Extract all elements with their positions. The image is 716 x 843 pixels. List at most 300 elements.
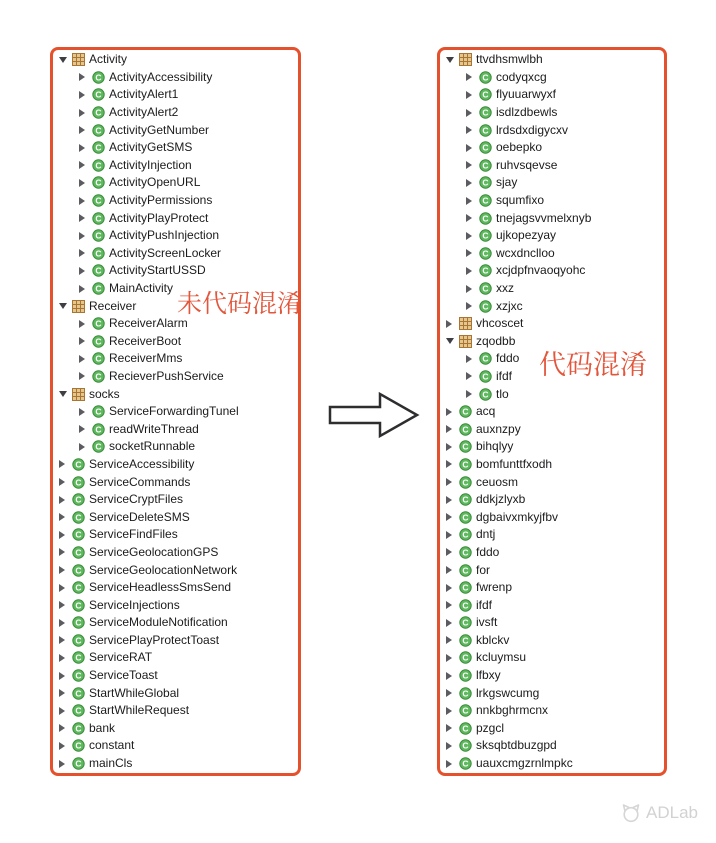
class-icon (479, 88, 492, 101)
class-icon (459, 687, 472, 700)
disclosure-triangle-icon[interactable] (466, 262, 479, 279)
svg-text:C: C (462, 494, 469, 505)
adlab-logo-icon (620, 802, 642, 824)
disclosure-triangle-icon[interactable] (59, 562, 72, 579)
disclosure-triangle-icon[interactable] (466, 280, 479, 297)
class-icon (479, 159, 492, 172)
disclosure-triangle-icon[interactable] (59, 474, 72, 491)
tree-row-label: mainCls (89, 756, 133, 771)
disclosure-triangle-icon[interactable] (59, 456, 72, 473)
disclosure-triangle-icon[interactable] (79, 403, 92, 420)
tree-row[interactable] (53, 69, 298, 87)
disclosure-triangle-icon[interactable] (466, 69, 479, 86)
package-icon (459, 317, 472, 330)
disclosure-triangle-icon[interactable] (446, 509, 459, 526)
class-icon (72, 739, 85, 752)
tree-row[interactable] (53, 104, 298, 122)
svg-text:C: C (462, 758, 469, 769)
class-icon (479, 229, 492, 242)
disclosure-triangle-icon[interactable] (466, 298, 479, 315)
disclosure-triangle-icon[interactable] (446, 526, 459, 543)
tree-row[interactable] (440, 491, 664, 509)
svg-text:C: C (462, 406, 469, 417)
disclosure-triangle-icon[interactable] (79, 438, 92, 455)
svg-text:C: C (95, 107, 102, 118)
svg-text:C: C (482, 72, 489, 83)
class-icon (92, 176, 105, 189)
tree-row-label: bank (89, 720, 116, 735)
disclosure-triangle-icon[interactable] (446, 720, 459, 737)
tree-row[interactable] (53, 403, 298, 421)
disclosure-triangle-icon[interactable] (446, 438, 459, 455)
tree-row-label: squmfixo (496, 193, 545, 208)
disclosure-triangle-icon[interactable] (79, 86, 92, 103)
tree-row[interactable] (53, 702, 298, 720)
class-icon (92, 71, 105, 84)
tree-row[interactable] (440, 69, 664, 87)
class-icon (92, 141, 105, 154)
tree-row[interactable] (53, 649, 298, 667)
tree-row[interactable] (440, 561, 664, 579)
tree-row[interactable] (440, 684, 664, 702)
tree-row-label: pzgcl (476, 720, 505, 735)
tree-row[interactable] (440, 227, 664, 245)
tree-row[interactable] (440, 508, 664, 526)
svg-text:C: C (95, 354, 102, 365)
disclosure-triangle-icon[interactable] (79, 262, 92, 279)
disclosure-triangle-icon[interactable] (466, 104, 479, 121)
svg-text:C: C (95, 406, 102, 417)
svg-text:C: C (75, 653, 82, 664)
class-icon (92, 370, 105, 383)
class-icon (479, 71, 492, 84)
class-icon (459, 757, 472, 770)
svg-text:C: C (95, 266, 102, 277)
tree-row[interactable] (440, 86, 664, 104)
disclosure-triangle-icon[interactable] (466, 386, 479, 403)
disclosure-triangle-icon[interactable] (79, 210, 92, 227)
tree-row-label: ivsft (476, 615, 498, 630)
tree-row[interactable] (53, 368, 298, 386)
tree-row-label: ReceiverAlarm (109, 316, 188, 331)
tree-row-label: ServiceFindFiles (89, 527, 178, 542)
class-icon (72, 546, 85, 559)
class-icon (479, 124, 492, 137)
unobfuscated-class-tree-panel (50, 47, 301, 776)
tree-row[interactable] (440, 315, 664, 333)
tree-row[interactable] (53, 508, 298, 526)
svg-text:C: C (482, 389, 489, 400)
disclosure-triangle-icon[interactable] (446, 421, 459, 438)
disclosure-triangle-icon[interactable] (59, 579, 72, 596)
tree-row[interactable] (440, 720, 664, 738)
tree-row[interactable] (440, 438, 664, 456)
tree-row-label: ActivityGetNumber (109, 122, 210, 137)
disclosure-triangle-icon[interactable] (79, 280, 92, 297)
svg-text:C: C (462, 600, 469, 611)
disclosure-triangle-icon[interactable] (466, 157, 479, 174)
tree-row-label: ReceiverBoot (109, 333, 182, 348)
tree-row-label: ActivityPermissions (109, 193, 213, 208)
disclosure-triangle-icon[interactable] (79, 69, 92, 86)
tree-row-label: readWriteThread (109, 421, 199, 436)
disclosure-triangle-icon[interactable] (446, 614, 459, 631)
svg-text:C: C (462, 530, 469, 541)
tree-row[interactable] (440, 104, 664, 122)
tree-row-label: constant (89, 738, 135, 753)
disclosure-triangle-icon[interactable] (59, 509, 72, 526)
tree-row-label: ActivityStartUSSD (109, 263, 206, 278)
class-icon (459, 634, 472, 647)
disclosure-triangle-icon[interactable] (79, 139, 92, 156)
disclosure-triangle-icon[interactable] (446, 737, 459, 754)
tree-row[interactable] (53, 579, 298, 597)
tree-row-label: ActivityAlert2 (109, 105, 179, 120)
disclosure-triangle-icon[interactable] (446, 685, 459, 702)
tree-row[interactable] (53, 456, 298, 474)
tree-row-label: auxnzpy (476, 421, 521, 436)
tree-row[interactable] (440, 174, 664, 192)
svg-text:C: C (95, 142, 102, 153)
tree-row-label: Activity (89, 52, 128, 67)
class-icon (92, 352, 105, 365)
disclosure-triangle-icon[interactable] (446, 474, 459, 491)
tree-row-label: oebepko (496, 140, 543, 155)
left-annotation-label: 未代码混淆 (177, 290, 303, 318)
tree-row[interactable] (53, 350, 298, 368)
disclosure-triangle-icon[interactable] (59, 667, 72, 684)
class-icon (92, 247, 105, 260)
watermark (620, 802, 698, 824)
tree-row-label: StartWhileRequest (89, 703, 190, 718)
class-icon (72, 493, 85, 506)
tree-row-label: ceuosm (476, 474, 519, 489)
tree-row[interactable] (440, 192, 664, 210)
svg-text:C: C (75, 635, 82, 646)
svg-text:C: C (75, 459, 82, 470)
disclosure-triangle-icon[interactable] (59, 544, 72, 561)
svg-text:C: C (75, 565, 82, 576)
tree-row[interactable] (440, 579, 664, 597)
disclosure-triangle-icon[interactable] (59, 755, 72, 772)
disclosure-triangle-icon[interactable] (466, 174, 479, 191)
svg-text:C: C (75, 723, 82, 734)
class-icon (72, 687, 85, 700)
tree-row-label: RecieverPushService (109, 368, 224, 383)
class-icon (479, 388, 492, 401)
tree-row[interactable] (53, 385, 298, 403)
disclosure-triangle-icon[interactable] (59, 632, 72, 649)
disclosure-triangle-icon[interactable] (466, 210, 479, 227)
svg-text:C: C (95, 371, 102, 382)
tree-row[interactable] (440, 139, 664, 157)
tree-row[interactable] (440, 209, 664, 227)
tree-row[interactable] (53, 737, 298, 755)
tree-row[interactable] (53, 473, 298, 491)
tree-row[interactable] (53, 209, 298, 227)
svg-text:C: C (482, 195, 489, 206)
disclosure-triangle-icon[interactable] (59, 702, 72, 719)
svg-text:C: C (95, 424, 102, 435)
disclosure-triangle-icon[interactable] (59, 614, 72, 631)
class-icon (479, 212, 492, 225)
tree-row[interactable] (53, 174, 298, 192)
tree-row-label: ServiceDeleteSMS (89, 509, 190, 524)
tree-row-label: ReceiverMms (109, 351, 183, 366)
tree-row[interactable] (440, 544, 664, 562)
disclosure-triangle-icon[interactable] (79, 192, 92, 209)
tree-row-label: ujkopezyay (496, 228, 557, 243)
tree-row[interactable] (440, 297, 664, 315)
tree-row[interactable] (53, 526, 298, 544)
tree-row-label: ServiceGeolocationNetwork (89, 562, 238, 577)
tree-row-label: ruhvsqevse (496, 157, 558, 172)
disclosure-triangle-icon[interactable] (446, 579, 459, 596)
disclosure-triangle-icon[interactable] (59, 649, 72, 666)
disclosure-triangle-icon[interactable] (59, 526, 72, 543)
class-icon (72, 616, 85, 629)
tree-row[interactable] (53, 157, 298, 175)
disclosure-triangle-icon[interactable] (79, 245, 92, 262)
tree-row[interactable] (53, 438, 298, 456)
tree-row-label: bomfunttfxodh (476, 456, 553, 471)
class-icon (459, 423, 472, 436)
svg-text:C: C (75, 477, 82, 488)
disclosure-triangle-icon[interactable] (466, 139, 479, 156)
class-icon (479, 106, 492, 119)
tree-row[interactable] (440, 456, 664, 474)
disclosure-triangle-icon[interactable] (59, 491, 72, 508)
tree-row-label: ddkjzlyxb (476, 492, 526, 507)
disclosure-triangle-icon[interactable] (466, 86, 479, 103)
svg-text:C: C (95, 283, 102, 294)
tree-row[interactable] (440, 526, 664, 544)
tree-row[interactable] (53, 192, 298, 210)
svg-text:C: C (95, 90, 102, 101)
tree-row[interactable] (53, 596, 298, 614)
disclosure-triangle-icon[interactable] (446, 562, 459, 579)
disclosure-triangle-icon[interactable] (79, 227, 92, 244)
svg-text:C: C (75, 741, 82, 752)
tree-row[interactable] (53, 245, 298, 263)
svg-text:C: C (482, 301, 489, 312)
disclosure-triangle-icon[interactable] (59, 51, 72, 68)
tree-row[interactable] (53, 491, 298, 509)
disclosure-triangle-icon[interactable] (79, 350, 92, 367)
svg-text:C: C (482, 125, 489, 136)
tree-row-label: ServiceCryptFiles (89, 492, 184, 507)
tree-row[interactable] (53, 121, 298, 139)
svg-text:C: C (462, 582, 469, 593)
class-icon (479, 194, 492, 207)
disclosure-triangle-icon[interactable] (446, 403, 459, 420)
disclosure-triangle-icon[interactable] (59, 597, 72, 614)
tree-row[interactable] (53, 420, 298, 438)
disclosure-triangle-icon[interactable] (446, 491, 459, 508)
tree-row[interactable] (440, 667, 664, 685)
tree-row[interactable] (440, 262, 664, 280)
tree-row[interactable] (440, 420, 664, 438)
svg-text:C: C (75, 547, 82, 558)
tree-row[interactable] (53, 755, 298, 773)
svg-text:C: C (462, 670, 469, 681)
svg-text:C: C (462, 688, 469, 699)
class-icon (72, 564, 85, 577)
class-icon (72, 476, 85, 489)
tree-row[interactable] (440, 245, 664, 263)
disclosure-triangle-icon[interactable] (79, 333, 92, 350)
tree-row[interactable] (440, 632, 664, 650)
class-icon (72, 458, 85, 471)
class-icon (479, 264, 492, 277)
class-icon (92, 159, 105, 172)
right-annotation-label: 代码混淆 (539, 350, 647, 380)
class-icon (479, 247, 492, 260)
tree-row[interactable] (53, 86, 298, 104)
tree-row-label: MainActivity (109, 281, 174, 296)
tree-row[interactable] (53, 51, 298, 69)
class-icon (459, 546, 472, 559)
tree-row-label: xxz (496, 281, 514, 296)
tree-row-label: ServiceToast (89, 668, 158, 683)
class-icon (479, 176, 492, 189)
disclosure-triangle-icon[interactable] (79, 315, 92, 332)
disclosure-triangle-icon[interactable] (446, 667, 459, 684)
package-icon (72, 388, 85, 401)
tree-row[interactable] (53, 667, 298, 685)
disclosure-triangle-icon[interactable] (446, 702, 459, 719)
package-icon (72, 53, 85, 66)
disclosure-triangle-icon[interactable] (446, 755, 459, 772)
tree-row-label: ServiceInjections (89, 597, 180, 612)
disclosure-triangle-icon[interactable] (466, 368, 479, 385)
disclosure-triangle-icon[interactable] (59, 685, 72, 702)
svg-text:C: C (482, 178, 489, 189)
class-icon (72, 599, 85, 612)
tree-row[interactable] (440, 755, 664, 773)
tree-row[interactable] (53, 561, 298, 579)
tree-row-label: ServiceHeadlessSmsSend (89, 580, 232, 595)
tree-row-label: socks (89, 386, 120, 401)
disclosure-triangle-icon[interactable] (446, 597, 459, 614)
tree-row-label: acq (476, 404, 496, 419)
disclosure-triangle-icon[interactable] (466, 122, 479, 139)
disclosure-triangle-icon[interactable] (446, 456, 459, 473)
disclosure-triangle-icon[interactable] (59, 298, 72, 315)
class-icon (72, 511, 85, 524)
tree-row[interactable] (53, 227, 298, 245)
tree-row[interactable] (53, 632, 298, 650)
tree-row[interactable] (53, 544, 298, 562)
disclosure-triangle-icon[interactable] (59, 386, 72, 403)
disclosure-triangle-icon[interactable] (59, 737, 72, 754)
tree-row-label: socketRunnable (109, 439, 196, 454)
disclosure-triangle-icon[interactable] (79, 421, 92, 438)
tree-row[interactable] (53, 684, 298, 702)
tree-row-label: ServiceRAT (89, 650, 153, 665)
disclosure-triangle-icon[interactable] (466, 245, 479, 262)
tree-row-label: sksqbtdbuzgpd (476, 738, 557, 753)
tree-row-label: xzjxc (496, 298, 523, 313)
class-icon (92, 194, 105, 207)
svg-text:C: C (462, 512, 469, 523)
tree-row[interactable] (53, 614, 298, 632)
svg-text:C: C (95, 195, 102, 206)
svg-text:C: C (462, 653, 469, 664)
tree-row-label: tnejagsvvmelxnyb (496, 210, 592, 225)
tree-row[interactable] (440, 333, 664, 351)
tree-row[interactable] (440, 280, 664, 298)
svg-text:C: C (462, 723, 469, 734)
tree-row[interactable] (440, 702, 664, 720)
svg-text:C: C (482, 248, 489, 259)
tree-row[interactable] (440, 737, 664, 755)
tree-row[interactable] (440, 121, 664, 139)
tree-row[interactable] (440, 596, 664, 614)
tree-row-label: flyuuarwyxf (496, 87, 557, 102)
svg-text:C: C (75, 494, 82, 505)
svg-text:C: C (75, 670, 82, 681)
class-icon (479, 370, 492, 383)
tree-row-label: dgbaivxmkyjfbv (476, 509, 559, 524)
tree-row[interactable] (440, 51, 664, 69)
disclosure-triangle-icon[interactable] (79, 368, 92, 385)
disclosure-triangle-icon[interactable] (446, 51, 459, 68)
disclosure-triangle-icon[interactable] (466, 192, 479, 209)
tree-row[interactable] (440, 649, 664, 667)
svg-text:C: C (462, 459, 469, 470)
class-icon (72, 634, 85, 647)
obfuscated-class-tree-panel (437, 47, 667, 776)
svg-text:C: C (95, 248, 102, 259)
disclosure-triangle-icon[interactable] (79, 122, 92, 139)
disclosure-triangle-icon[interactable] (466, 350, 479, 367)
tree-row[interactable] (53, 139, 298, 157)
svg-text:C: C (75, 600, 82, 611)
disclosure-triangle-icon[interactable] (79, 104, 92, 121)
tree-row[interactable] (440, 614, 664, 632)
class-icon (72, 669, 85, 682)
svg-text:C: C (75, 758, 82, 769)
disclosure-triangle-icon[interactable] (446, 315, 459, 332)
tree-row-label: codyqxcg (496, 69, 547, 84)
disclosure-triangle-icon[interactable] (79, 174, 92, 191)
disclosure-triangle-icon[interactable] (79, 157, 92, 174)
disclosure-triangle-icon[interactable] (466, 227, 479, 244)
tree-row[interactable] (440, 385, 664, 403)
tree-row-label: tlo (496, 386, 509, 401)
disclosure-triangle-icon[interactable] (446, 544, 459, 561)
tree-row[interactable] (440, 403, 664, 421)
tree-row[interactable] (53, 720, 298, 738)
disclosure-triangle-icon[interactable] (446, 649, 459, 666)
watermark-text: ADLab (646, 803, 698, 822)
svg-text:C: C (75, 617, 82, 628)
tree-row[interactable] (53, 262, 298, 280)
class-icon (459, 528, 472, 541)
transform-arrow-icon (328, 390, 420, 445)
tree-row[interactable] (53, 333, 298, 351)
svg-text:C: C (75, 688, 82, 699)
class-icon (479, 352, 492, 365)
tree-row[interactable] (440, 473, 664, 491)
tree-row-label: kcluymsu (476, 650, 527, 665)
class-icon (479, 282, 492, 295)
disclosure-triangle-icon[interactable] (446, 333, 459, 350)
disclosure-triangle-icon[interactable] (446, 632, 459, 649)
disclosure-triangle-icon[interactable] (59, 720, 72, 737)
tree-row[interactable] (440, 157, 664, 175)
